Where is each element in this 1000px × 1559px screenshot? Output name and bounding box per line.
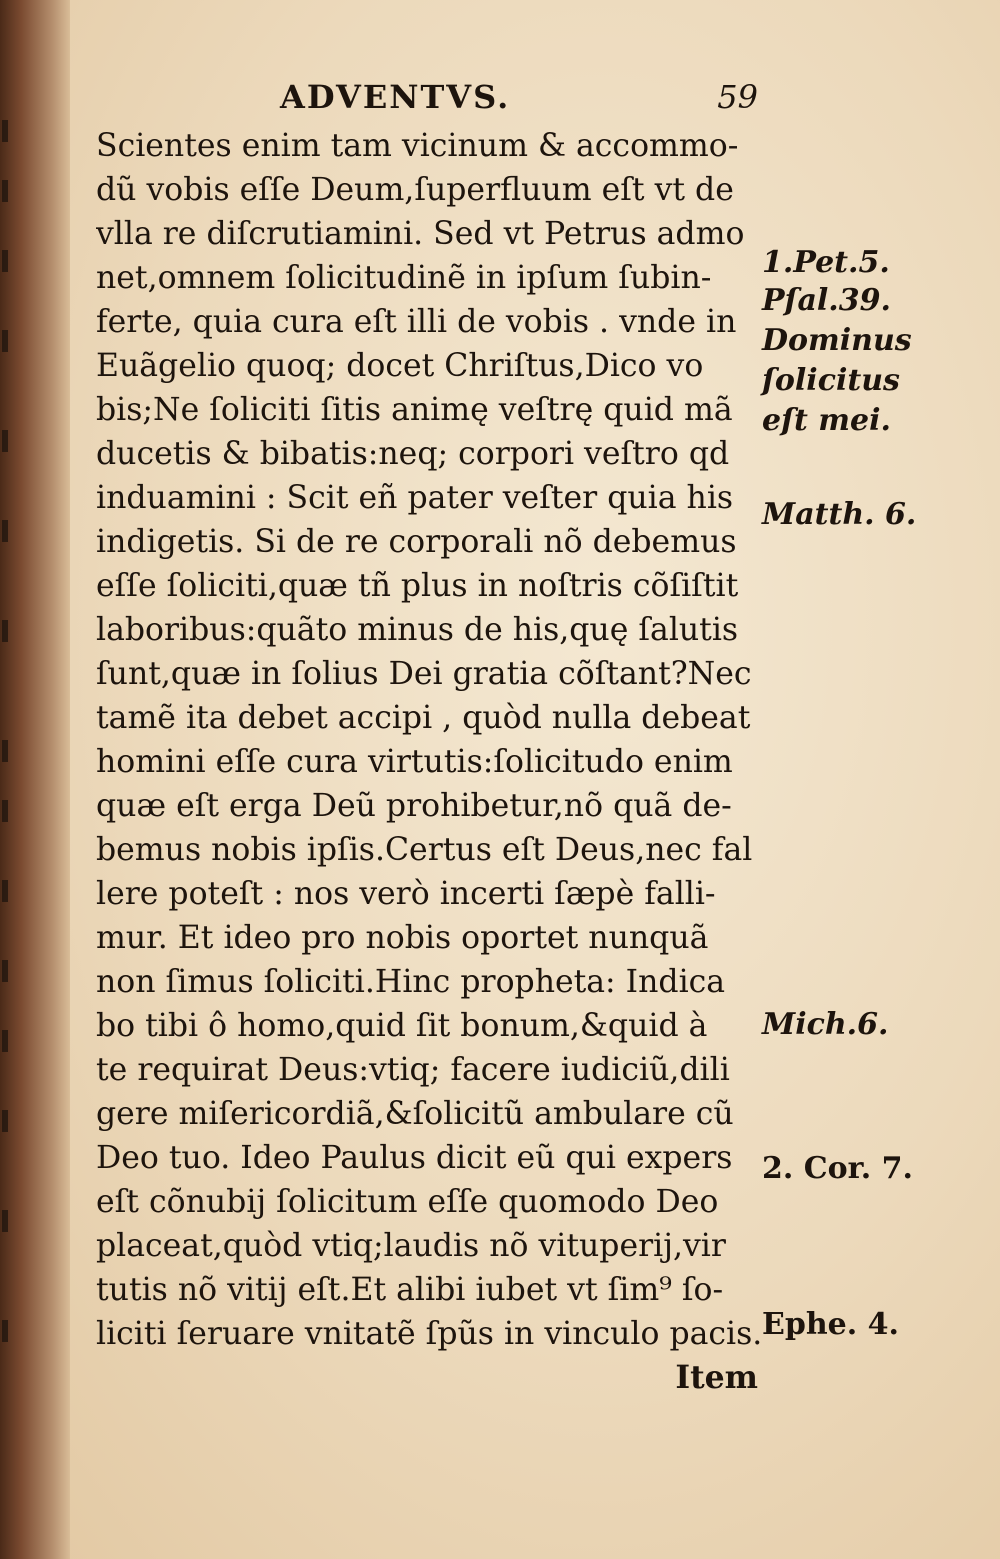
- text-line: Deo tuo. Ideo Paulus dicit eũ qui expers: [96, 1140, 733, 1176]
- marginal-note: Matth. 6.: [762, 497, 917, 532]
- text-line: vlla re diſcrutiamini. Sed vt Petrus admo: [96, 216, 745, 252]
- text-line: induamini : Scit eñ pater veſter quia his: [96, 480, 734, 516]
- text-line: bo tibi ô homo,quid ſit bonum,&quid à: [96, 1008, 708, 1044]
- text-line: homini eſſe cura virtutis:ſolicitudo enim: [96, 744, 733, 780]
- marginal-note: 1.Pet.5.: [762, 245, 890, 280]
- text-line: Euãgelio quoq; docet Chriſtus,Dico vo: [96, 348, 704, 384]
- body-text: [96, 124, 776, 1400]
- marginal-note: eſt mei.: [762, 403, 891, 438]
- text-line: ſunt,quæ in ſolius Dei gratia cõſtant?Nec: [96, 656, 752, 692]
- text-line: eſt cõnubij ſolicitum eſſe quomodo Deo: [96, 1184, 719, 1220]
- text-line: ferte, quia cura eſt illi de vobis . vnde in: [96, 304, 737, 340]
- facing-page-edge: [0, 100, 14, 1400]
- text-line: gere miſericordiã,&ſolicitũ ambulare cũ: [96, 1096, 734, 1132]
- catchword: Item: [675, 1359, 758, 1396]
- text-line: net,omnem ſolicitudinẽ in ipſum ſubin-: [96, 260, 712, 296]
- text-line: tamẽ ita debet accipi , quòd nulla debeat: [96, 700, 751, 736]
- text-line: bis;Ne ſoliciti ſitis animę veſtrę quid mã: [96, 392, 733, 428]
- text-line: Scientes enim tam vicinum & accommo-: [96, 128, 739, 164]
- marginal-note: Dominus: [762, 323, 912, 358]
- running-title: ADVENTVS.: [280, 78, 511, 116]
- text-line: dũ vobis eſſe Deum,ſuperfluum eſt vt de: [96, 172, 734, 208]
- page-header: [100, 78, 770, 124]
- text-line: bemus nobis ipſis.Certus eſt Deus,nec fal: [96, 832, 753, 868]
- marginal-note: 2. Cor. 7.: [762, 1151, 913, 1186]
- text-line: te requirat Deus:vtiq; facere iudiciũ,dili: [96, 1052, 730, 1088]
- marginal-note: ſolicitus: [762, 363, 900, 398]
- text-line: placeat,quòd vtiq;laudis nõ vituperij,vir: [96, 1228, 726, 1264]
- text-line: mur. Et ideo pro nobis oportet nunquã: [96, 920, 709, 956]
- text-line: liciti ſeruare vnitatẽ ſpũs in vinculo pacis.: [96, 1316, 763, 1352]
- marginal-note: Pſal.39.: [762, 283, 891, 318]
- text-line: lere poteſt : nos verò incerti ſæpè falli-: [96, 876, 716, 912]
- marginal-note: Mich.6.: [762, 1007, 889, 1042]
- text-line: laboribus:quãto minus de his,quę ſalutis: [96, 612, 739, 648]
- text-line: non ſimus ſoliciti.Hinc propheta: Indica: [96, 964, 726, 1000]
- text-line: indigetis. Si de re corporali nõ debemus: [96, 524, 737, 560]
- text-line: tutis nõ vitij eſt.Et alibi iubet vt ſim⁹ ſo-: [96, 1272, 724, 1308]
- text-line: eſſe ſoliciti,quæ tñ plus in noſtris cõſiſtit: [96, 568, 739, 604]
- page-number: 59: [717, 78, 758, 116]
- marginal-note: Ephe. 4.: [762, 1307, 899, 1342]
- text-line: quæ eſt erga Deũ prohibetur,nõ quã de-: [96, 788, 732, 824]
- text-line: ducetis & bibatis:neq; corpori veſtro qd: [96, 436, 730, 472]
